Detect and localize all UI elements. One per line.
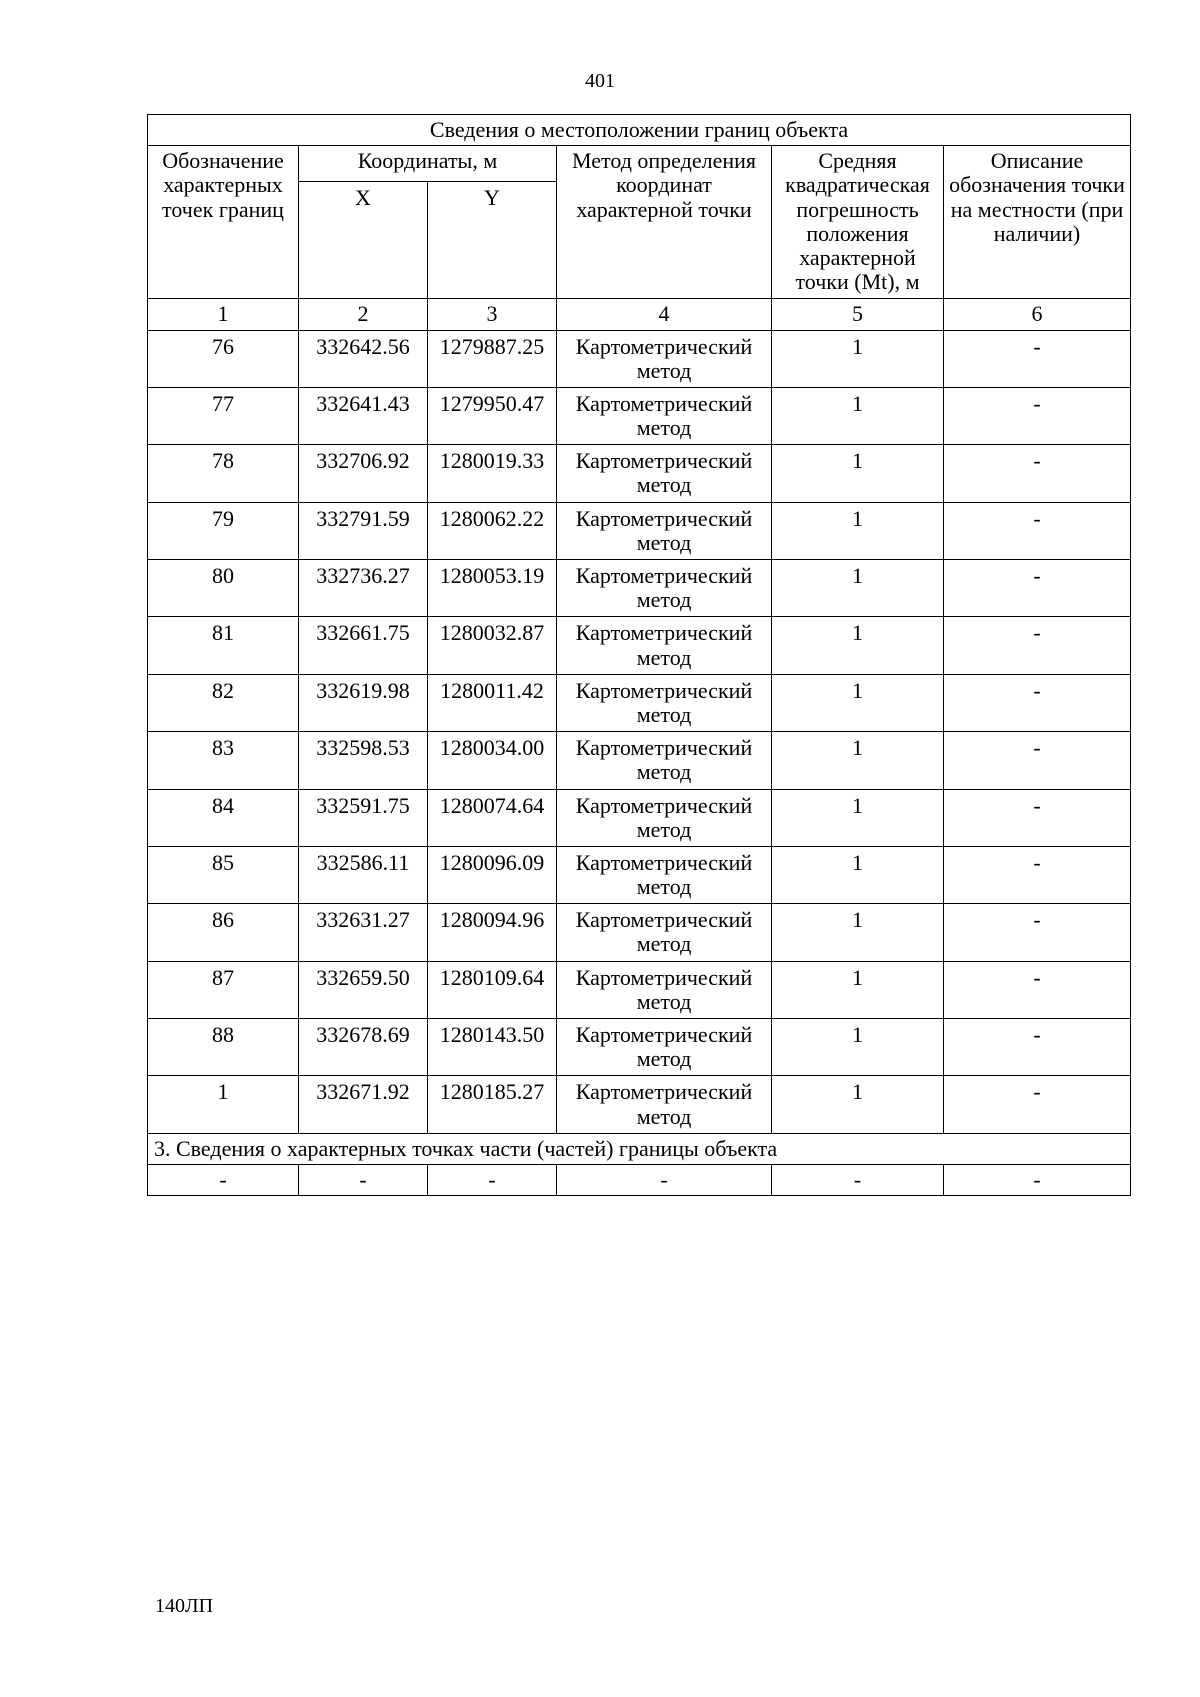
cell-point: 79 — [148, 502, 299, 559]
cell-y: 1279950.47 — [428, 387, 557, 444]
table-row — [148, 732, 1131, 789]
cell-description: - — [944, 732, 1131, 789]
cell-method: Картометрический метод — [557, 732, 772, 789]
cell-point: 77 — [148, 387, 299, 444]
empty-cell: - — [299, 1164, 428, 1195]
table-row — [148, 560, 1131, 617]
boundary-coordinates-table — [147, 114, 1131, 1196]
table-row — [148, 387, 1131, 444]
cell-method: Картометрический метод — [557, 617, 772, 674]
cell-point: 83 — [148, 732, 299, 789]
cell-accuracy: 1 — [772, 617, 944, 674]
empty-cell: - — [428, 1164, 557, 1195]
table-row — [148, 789, 1131, 846]
cell-description: - — [944, 1019, 1131, 1076]
cell-description: - — [944, 617, 1131, 674]
column-number-row — [148, 299, 1131, 330]
cell-point: 88 — [148, 1019, 299, 1076]
cell-description: - — [944, 904, 1131, 961]
column-number: 3 — [428, 299, 557, 330]
header-point: Обозначение характерных точек границ — [148, 146, 299, 299]
cell-y: 1280096.09 — [428, 846, 557, 903]
table-title: Сведения о местоположении границ объекта — [148, 115, 1131, 146]
cell-point: 87 — [148, 961, 299, 1018]
empty-cell: - — [557, 1164, 772, 1195]
cell-y: 1280074.64 — [428, 789, 557, 846]
cell-method: Картометрический метод — [557, 445, 772, 502]
cell-accuracy: 1 — [772, 1076, 944, 1133]
header-y: Y — [428, 182, 557, 299]
column-number: 6 — [944, 299, 1131, 330]
cell-accuracy: 1 — [772, 330, 944, 387]
cell-x: 332661.75 — [299, 617, 428, 674]
cell-description: - — [944, 961, 1131, 1018]
cell-accuracy: 1 — [772, 789, 944, 846]
cell-x: 332641.43 — [299, 387, 428, 444]
cell-accuracy: 1 — [772, 732, 944, 789]
cell-y: 1280185.27 — [428, 1076, 557, 1133]
cell-method: Картометрический метод — [557, 789, 772, 846]
column-number: 2 — [299, 299, 428, 330]
cell-x: 332598.53 — [299, 732, 428, 789]
cell-point: 78 — [148, 445, 299, 502]
column-number: 4 — [557, 299, 772, 330]
cell-point: 81 — [148, 617, 299, 674]
cell-description: - — [944, 789, 1131, 846]
table-row — [148, 961, 1131, 1018]
cell-method: Картометрический метод — [557, 846, 772, 903]
footer-code: 140ЛП — [155, 1595, 214, 1617]
cell-y: 1280032.87 — [428, 617, 557, 674]
cell-accuracy: 1 — [772, 560, 944, 617]
cell-x: 332586.11 — [299, 846, 428, 903]
header-method: Метод определения координат характерной точки — [557, 146, 772, 299]
cell-accuracy: 1 — [772, 502, 944, 559]
cell-accuracy: 1 — [772, 387, 944, 444]
header-row — [148, 146, 1131, 182]
cell-accuracy: 1 — [772, 445, 944, 502]
header-coordinates: Координаты, м — [299, 146, 557, 182]
cell-x: 332642.56 — [299, 330, 428, 387]
table-row — [148, 330, 1131, 387]
cell-method: Картометрический метод — [557, 560, 772, 617]
section-note: 3. Сведения о характерных точках части (частей) границы объекта — [148, 1133, 1131, 1164]
cell-y: 1280011.42 — [428, 674, 557, 731]
cell-x: 332791.59 — [299, 502, 428, 559]
cell-description: - — [944, 1076, 1131, 1133]
header-description: Описание обозначения точки на местности (при наличии) — [944, 146, 1131, 299]
cell-accuracy: 1 — [772, 904, 944, 961]
table-row — [148, 445, 1131, 502]
empty-cell: - — [772, 1164, 944, 1195]
cell-y: 1280109.64 — [428, 961, 557, 1018]
table-row — [148, 502, 1131, 559]
cell-point: 80 — [148, 560, 299, 617]
cell-y: 1280053.19 — [428, 560, 557, 617]
header-accuracy: Средняя квадратическая погрешность положения характерной точки (Mt), м — [772, 146, 944, 299]
cell-description: - — [944, 330, 1131, 387]
cell-method: Картометрический метод — [557, 1019, 772, 1076]
cell-accuracy: 1 — [772, 961, 944, 1018]
cell-point: 85 — [148, 846, 299, 903]
cell-description: - — [944, 387, 1131, 444]
cell-y: 1280143.50 — [428, 1019, 557, 1076]
table-title-row — [148, 115, 1131, 146]
column-number: 5 — [772, 299, 944, 330]
cell-y: 1280062.22 — [428, 502, 557, 559]
cell-y: 1279887.25 — [428, 330, 557, 387]
cell-description: - — [944, 846, 1131, 903]
cell-point: 86 — [148, 904, 299, 961]
cell-method: Картометрический метод — [557, 904, 772, 961]
cell-x: 332678.69 — [299, 1019, 428, 1076]
cell-description: - — [944, 674, 1131, 731]
cell-x: 332706.92 — [299, 445, 428, 502]
cell-point: 1 — [148, 1076, 299, 1133]
cell-x: 332736.27 — [299, 560, 428, 617]
table-row — [148, 674, 1131, 731]
cell-method: Картометрический метод — [557, 502, 772, 559]
cell-method: Картометрический метод — [557, 961, 772, 1018]
table-row — [148, 1076, 1131, 1133]
cell-y: 1280034.00 — [428, 732, 557, 789]
cell-accuracy: 1 — [772, 674, 944, 731]
cell-point: 82 — [148, 674, 299, 731]
cell-method: Картометрический метод — [557, 330, 772, 387]
table-row — [148, 617, 1131, 674]
cell-y: 1280094.96 — [428, 904, 557, 961]
empty-cell: - — [944, 1164, 1131, 1195]
cell-method: Картометрический метод — [557, 1076, 772, 1133]
header-x: X — [299, 182, 428, 299]
table-row — [148, 904, 1131, 961]
cell-method: Картометрический метод — [557, 674, 772, 731]
column-number: 1 — [148, 299, 299, 330]
section-note-row — [148, 1133, 1131, 1164]
cell-x: 332591.75 — [299, 789, 428, 846]
cell-description: - — [944, 445, 1131, 502]
cell-x: 332671.92 — [299, 1076, 428, 1133]
page-number: 401 — [585, 70, 615, 92]
empty-part-row — [148, 1164, 1131, 1195]
cell-x: 332631.27 — [299, 904, 428, 961]
cell-y: 1280019.33 — [428, 445, 557, 502]
cell-accuracy: 1 — [772, 1019, 944, 1076]
cell-description: - — [944, 560, 1131, 617]
cell-description: - — [944, 502, 1131, 559]
cell-point: 84 — [148, 789, 299, 846]
table-row — [148, 846, 1131, 903]
table-row — [148, 1019, 1131, 1076]
cell-accuracy: 1 — [772, 846, 944, 903]
cell-point: 76 — [148, 330, 299, 387]
empty-cell: - — [148, 1164, 299, 1195]
cell-x: 332619.98 — [299, 674, 428, 731]
cell-method: Картометрический метод — [557, 387, 772, 444]
cell-x: 332659.50 — [299, 961, 428, 1018]
